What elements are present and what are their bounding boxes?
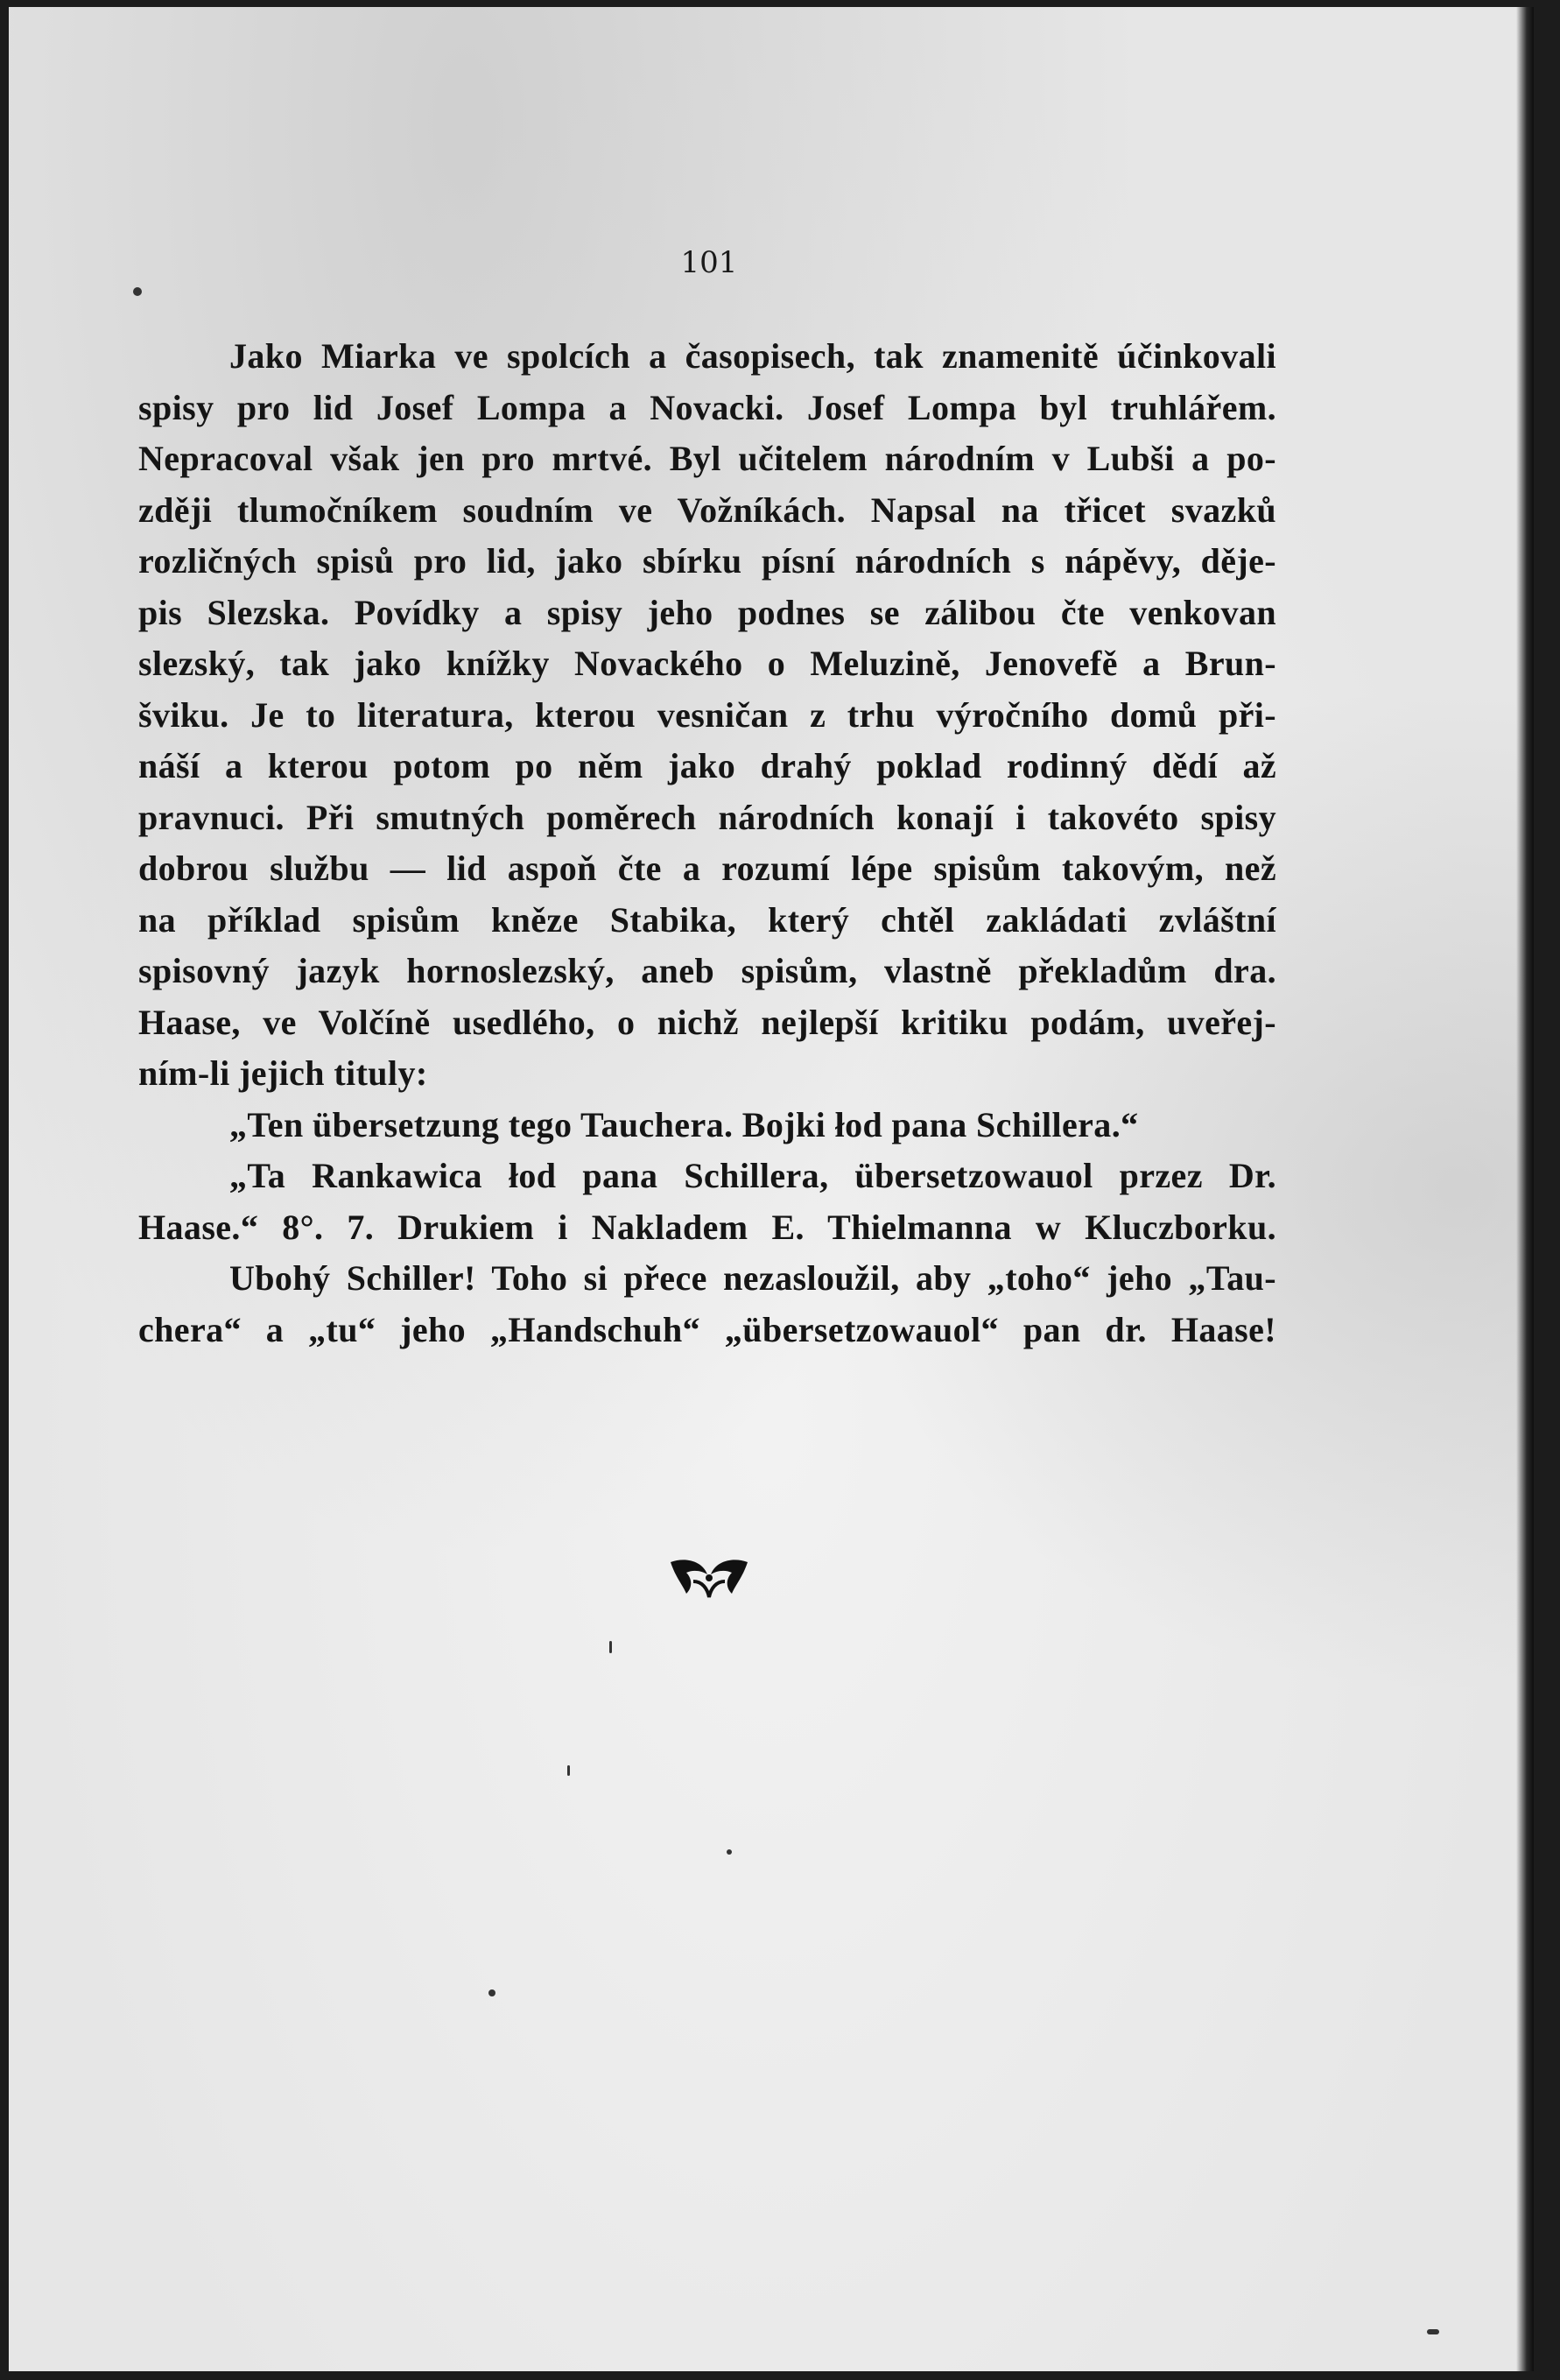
text-line: Ubohý Schiller! Toho si přece nezasloužil, aby „toho“ jeho „Tau-: [229, 1258, 1276, 1298]
quote-line: Haase.“ 8°. 7. Drukiem i Nakladem E. Thielmanna w Kluczborku.: [138, 1207, 1276, 1247]
quote-block: [138, 1100, 1276, 1254]
text-line: na příklad spisům kněze Stabika, který chtěl zakládati zvláštní: [138, 899, 1276, 940]
text-line: Haase, ve Volčíně usedlého, o nichž nejlepší kritiku podám, uveřej-: [138, 1002, 1276, 1042]
fleuron-ornament-icon: [667, 1555, 751, 1601]
text-line: ním-li jejich tituly:: [138, 1053, 428, 1093]
paper-speck: [133, 287, 142, 296]
text-line: spisovný jazyk hornoslezský, aneb spisům, vlastně překladům dra.: [138, 951, 1276, 990]
text-line: Nepracoval však jen pro mrtvé. Byl učitelem národním v Lubši a po-: [138, 439, 1276, 478]
text-line: slezský, tak jako knížky Novackého o Meluzině, Jenovefě a Brun-: [138, 644, 1276, 683]
text-line: zději tlumočníkem soudním ve Vožníkách. Napsal na třicet svazků: [138, 489, 1276, 530]
paragraph-2: [138, 1253, 1276, 1355]
text-line: šviku. Je to literatura, kterou vesničan z trhu výročního domů při-: [138, 694, 1276, 735]
text-line: spisy pro lid Josef Lompa a Novacki. Josef Lompa byl truhlářem.: [138, 387, 1276, 427]
body-text: [138, 331, 1276, 1355]
text-line: rozličných spisů pro lid, jako sbírku písní národních s nápěvy, děje-: [138, 541, 1276, 581]
paper-speck: [1427, 2329, 1439, 2334]
text-line: chera“ a „tu“ jeho „Handschuh“ „übersetzowauol“ pan dr. Haase!: [138, 1309, 1276, 1349]
paper-speck: [567, 1765, 570, 1776]
text-line: Jako Miarka ve spolcích a časopisech, tak znamenitě účinkovali: [229, 336, 1276, 376]
page-edge-shadow: [1516, 7, 1534, 2371]
paper-speck: [609, 1641, 612, 1653]
text-line: dobrou službu — lid aspoň čte a rozumí lépe spisům takovým, než: [138, 848, 1276, 888]
text-line: náší a kterou potom po něm jako drahý poklad rodinný dědí až: [138, 746, 1276, 785]
quote-line: „Ta Rankawica łod pana Schillera, übersetzowauol przez Dr.: [229, 1156, 1276, 1195]
paper-speck: [488, 1989, 495, 1996]
paragraph-1: [138, 331, 1276, 1100]
book-page: [9, 7, 1534, 2371]
paper-speck: [727, 1849, 732, 1855]
text-line: pravnuci. Při smutných poměrech národních konají i takovéto spisy: [138, 797, 1276, 837]
quote-line: „Ten übersetzung tego Tauchera. Bojki łod pana Schillera.“: [229, 1104, 1139, 1144]
text-line: pis Slezska. Povídky a spisy jeho podnes se zálibou čte venkovan: [138, 592, 1276, 632]
page-number: 101: [680, 245, 738, 280]
